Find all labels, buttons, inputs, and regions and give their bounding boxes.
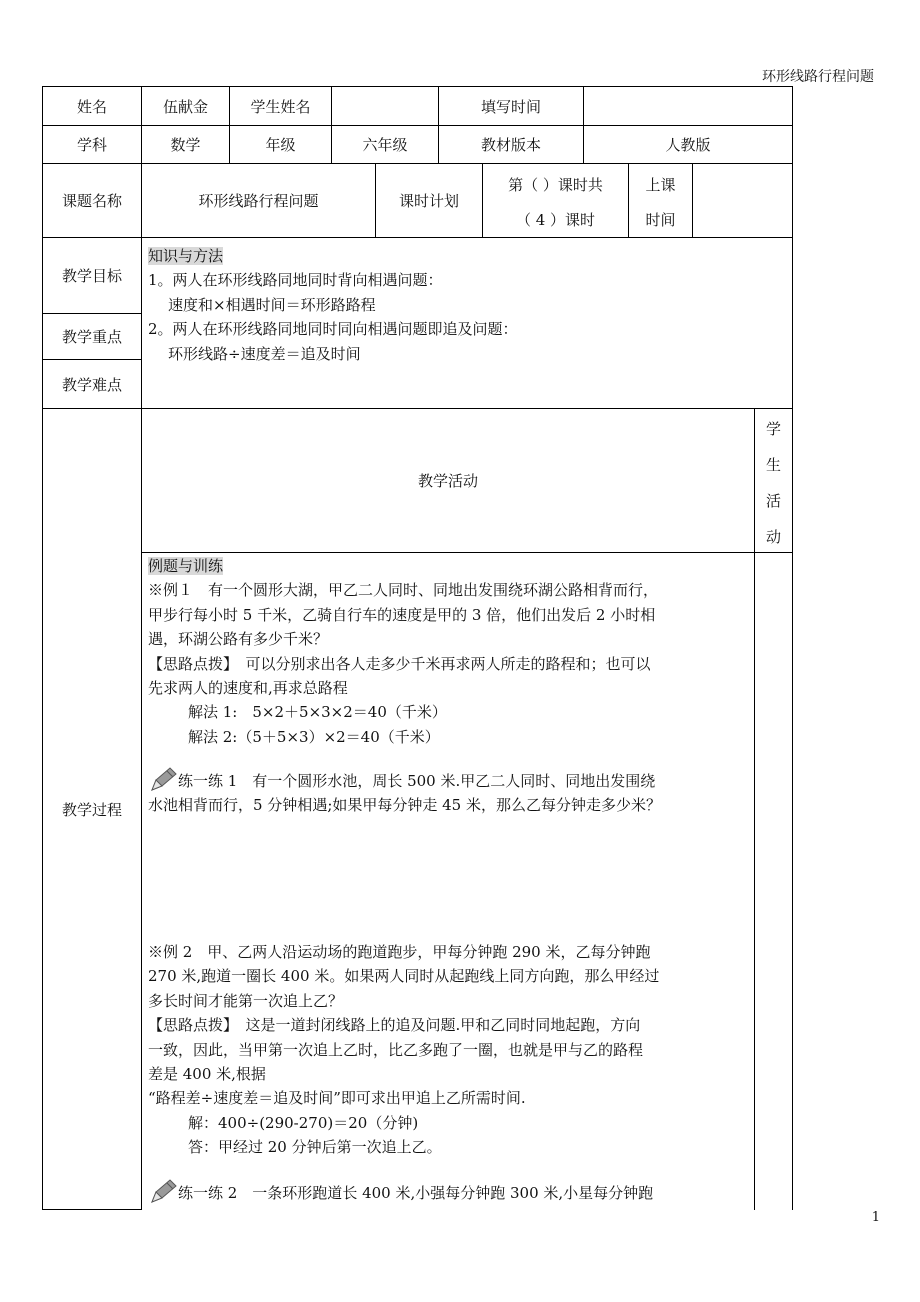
objective-line-1: 1。两人在环形线路同地同时背向相遇问题： <box>148 271 443 290</box>
knowledge-method-heading: 知识与方法 <box>148 247 224 265</box>
hint-2-line-2: 一致，因此，当甲第一次追上乙时，比乙多跑了一圈，也就是甲与乙的路程 <box>148 1040 644 1059</box>
fill-time-value <box>583 86 793 126</box>
objectives-text <box>148 244 518 366</box>
objective-line-3: 2。两人在环形线路同地同时同向相遇问题即追及问题： <box>148 320 518 339</box>
student-activity-char-1: 学 <box>765 420 781 438</box>
textbook-label: 教材版本 <box>438 125 584 164</box>
example-1-line-3: 遇，环湖公路有多少千米？ <box>148 630 329 649</box>
examples-text <box>148 554 658 749</box>
student-activity-char-3: 活 <box>765 492 781 510</box>
practice-1-text <box>148 766 661 818</box>
example-2-text <box>148 940 659 1160</box>
name-value: 伍献金 <box>141 86 230 126</box>
example-2-line-2: 270 米,跑道一圈长 400 米。如果两人同时从起跑线上同方向跑，那么甲经过 <box>148 967 660 986</box>
pencil-icon <box>148 1178 178 1204</box>
practice-1-line-1: 练一练 1 有一个圆形水池，周长 500 米.甲乙二人同时、同地出发围绕 <box>178 772 656 790</box>
class-time-label <box>628 163 693 238</box>
example-1-line-2: 甲步行每小时 5 千米，乙骑自行车的速度是甲的 3 倍，他们出发后 2 小时相 <box>148 605 656 624</box>
grade-label: 年级 <box>229 125 332 164</box>
lesson-count-line2: （ 4 ）课时 <box>515 211 596 229</box>
student-activity-header <box>754 408 793 553</box>
solution-1a: 解法 1: 5×2＋5×3×2＝40（千米） <box>188 703 447 722</box>
class-time-line1: 上课 <box>645 176 676 194</box>
grade-value: 六年级 <box>331 125 439 164</box>
subject-value: 数学 <box>141 125 230 164</box>
topic-label: 课题名称 <box>42 163 142 238</box>
practice-1-line-2: 水池相背而行，5 分钟相遇;如果甲每分钟走 45 米，那么乙每分钟走多少米？ <box>148 796 661 815</box>
objective-line-4: 环形线路÷速度差＝追及时间 <box>168 344 361 363</box>
teaching-activity-title: 教学活动 <box>141 408 755 553</box>
solution-1b: 解法 2:（5＋5×3）×2＝40（千米） <box>188 727 440 746</box>
plan-label: 课时计划 <box>375 163 483 238</box>
subject-label: 学科 <box>42 125 142 164</box>
practice-2-line-1: 练一练 2 一条环形跑道长 400 米,小强每分钟跑 300 米,小星每分钟跑 <box>178 1184 654 1202</box>
hint-1-line-2: 先求两人的速度和,再求总路程 <box>148 679 348 698</box>
textbook-value: 人教版 <box>583 125 793 164</box>
teaching-difficulty-label: 教学难点 <box>42 359 142 409</box>
hint-1-line-1: 【思路点拨】 可以分别求出各人走多少千米再求两人所走的路程和；也可以 <box>148 654 651 673</box>
pencil-icon <box>148 766 178 792</box>
class-time-value <box>692 163 793 238</box>
student-activity-cell <box>754 552 793 1210</box>
solution-2a: 解：400÷(290-270)＝20（分钟) <box>188 1113 419 1132</box>
examples-heading: 例题与训练 <box>148 557 224 575</box>
practice-2-text <box>148 1178 653 1205</box>
example-2-line-1: ※例 2 甲、乙两人沿运动场的跑道跑步，甲每分钟跑 290 米，乙每分钟跑 <box>148 943 651 961</box>
hint-2-line-1: 【思路点拨】 这是一道封闭线路上的追及问题.甲和乙同时同地起跑，方向 <box>148 1016 641 1035</box>
student-activity-char-2: 生 <box>765 456 781 474</box>
student-name-value <box>331 86 439 126</box>
teaching-goal-label: 教学目标 <box>42 237 142 314</box>
objective-line-2: 速度和×相遇时间＝环形路路程 <box>168 295 376 314</box>
student-activity-char-4: 动 <box>765 528 781 546</box>
name-label: 姓名 <box>42 86 142 126</box>
page-number: 1 <box>871 1210 880 1225</box>
hint-2-line-3: 差是 400 米,根据 <box>148 1065 266 1084</box>
page-header: 环形线路行程问题 <box>762 69 874 85</box>
topic-value: 环形线路行程问题 <box>141 163 376 238</box>
example-2-line-3: 多长时间才能第一次追上乙？ <box>148 991 344 1010</box>
class-time-line2: 时间 <box>645 211 676 229</box>
lesson-count-line1: 第（ ）课时共 <box>508 176 603 194</box>
hint-2-line-4: “路程差÷速度差＝追及时间”即可求出甲追上乙所需时间. <box>148 1089 526 1108</box>
example-1-line-1: ※例１ 有一个圆形大湖，甲乙二人同时、同地出发围绕环湖公路相背而行， <box>148 581 659 600</box>
solution-2b: 答：甲经过 20 分钟后第一次追上乙。 <box>188 1138 442 1157</box>
fill-time-label: 填写时间 <box>438 86 584 126</box>
student-name-label: 学生姓名 <box>229 86 332 126</box>
lesson-count <box>482 163 629 238</box>
teaching-process-label: 教学过程 <box>42 408 142 1210</box>
teaching-focus-label: 教学重点 <box>42 313 142 360</box>
